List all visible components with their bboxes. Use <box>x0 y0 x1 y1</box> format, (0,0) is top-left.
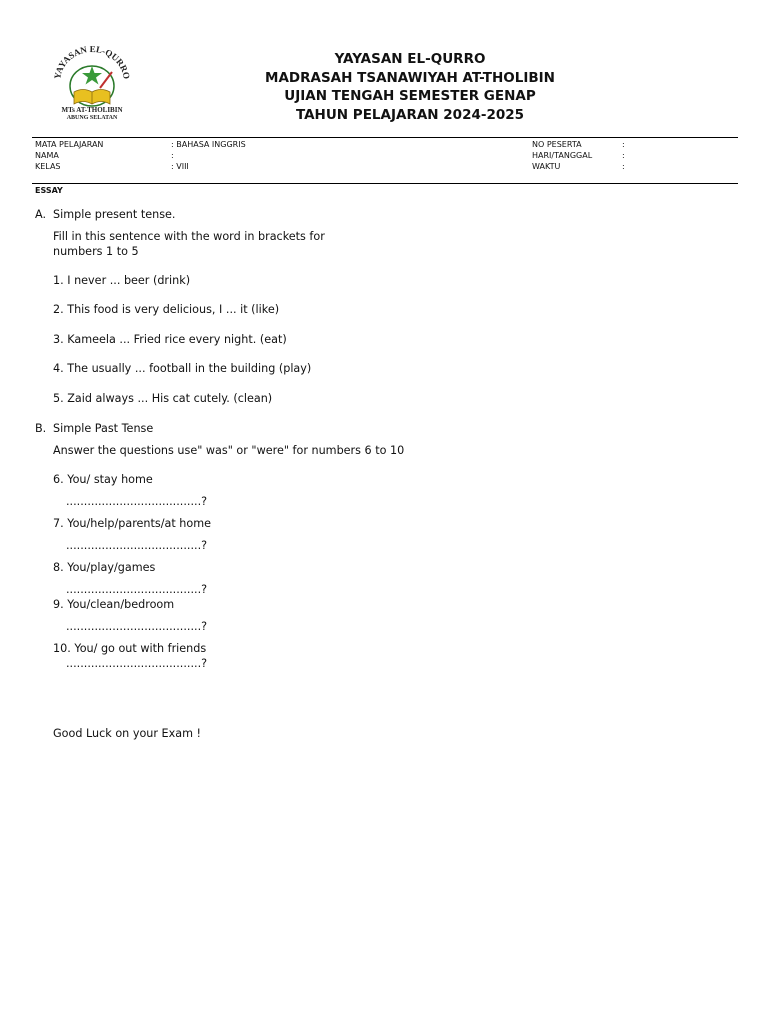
logo-bottom-line1: MTs AT-THOLIBIN <box>61 106 123 114</box>
answer-line-6: ......................................? <box>66 495 208 508</box>
question-7: 7. You/help/parents/at home <box>53 517 212 530</box>
header-foundation: YAYASAN EL-QURRO <box>334 51 486 67</box>
closing-message: Good Luck on your Exam ! <box>53 727 202 740</box>
answer-line-10: ......................................? <box>66 657 208 670</box>
question-5: 5. Zaid always ... His cat cutely. (clean) <box>53 392 273 405</box>
school-logo <box>50 42 134 122</box>
info-value-name: : <box>171 151 174 160</box>
answer-line-8: ......................................? <box>66 583 208 596</box>
info-divider <box>32 183 738 184</box>
header-exam: UJIAN TENGAH SEMESTER GENAP <box>284 88 536 105</box>
question-10: 10. You/ go out with friends <box>53 642 207 655</box>
section-b-instruction: Answer the questions use" was" or "were" for numbers 6 to 10 <box>53 444 405 457</box>
info-value-subject: : BAHASA INGGRIS <box>171 140 246 149</box>
essay-label: ESSAY <box>35 186 63 195</box>
info-value-class: : VIII <box>171 162 189 171</box>
question-1: 1. I never ... beer (drink) <box>53 274 191 287</box>
star-icon <box>82 66 102 85</box>
question-9: 9. You/clean/bedroom <box>53 598 175 611</box>
section-a-marker: A. <box>35 208 47 221</box>
logo-top-text: YAYASAN EL-QURRO <box>52 43 132 80</box>
pen-icon <box>100 72 112 88</box>
header-school: MADRASAH TSANAWIYAH AT-THOLIBIN <box>265 69 555 86</box>
question-8: 8. You/play/games <box>53 561 156 574</box>
info-value-time: : <box>622 162 625 171</box>
question-3: 3. Kameela ... Fried rice every night. (eat) <box>53 333 287 346</box>
info-value-participant-no: : <box>622 140 625 149</box>
section-b-marker: B. <box>35 422 47 435</box>
section-a-instruction: Fill in this sentence with the word in brackets for numbers 1 to 5 <box>53 230 325 258</box>
exam-header <box>160 50 660 125</box>
info-label-name: NAMA <box>35 151 59 160</box>
question-4: 4. The usually ... football in the building (play) <box>53 362 312 375</box>
question-6: 6. You/ stay home <box>53 473 153 486</box>
section-b-title: Simple Past Tense <box>53 422 154 435</box>
logo-bottom-line2: ABUNG SELATAN <box>66 115 118 121</box>
info-label-class: KELAS <box>35 162 61 171</box>
header-divider <box>32 137 738 138</box>
info-value-day-date: : <box>622 151 625 160</box>
info-label-day-date: HARI/TANGGAL <box>532 151 593 160</box>
info-label-participant-no: NO PESERTA <box>532 140 582 149</box>
info-label-time: WAKTU <box>532 162 561 171</box>
header-year: TAHUN PELAJARAN 2024-2025 <box>295 107 525 124</box>
answer-line-9: ......................................? <box>66 620 208 633</box>
section-a-title: Simple present tense. <box>53 208 176 221</box>
answer-line-7: ......................................? <box>66 539 208 552</box>
info-label-subject: MATA PELAJARAN <box>35 140 104 149</box>
question-2: 2. This food is very delicious, I ... it (like) <box>53 303 280 316</box>
